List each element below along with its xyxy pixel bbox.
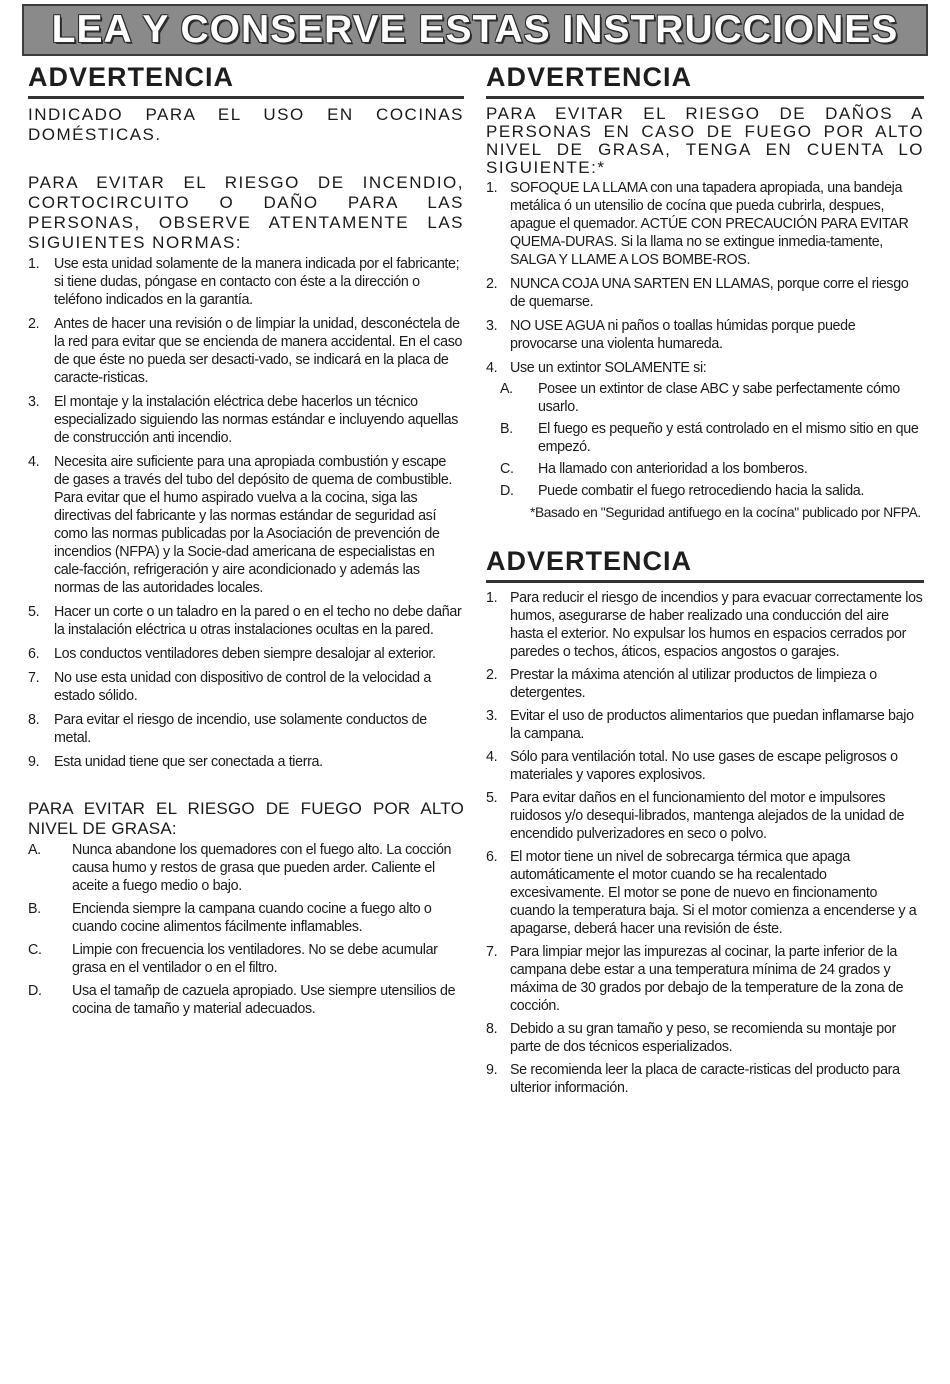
list-item — [500, 482, 924, 500]
item-text: Nunca abandone los quemadores con el fuego alto. La cocción causa humo y restos de grasa que pueden arder. Caliente el aceite a fuego medio o bajo. — [72, 842, 452, 894]
item-text: Para limpiar mejor las impurezas al cocinar, la parte inferior de la campana debe estar a una temperatura mínima de 24 grados y máxima de 30 grados por debajo de la temperature de la zona de cocción. — [510, 944, 904, 1014]
item-text: Para reducir el riesgo de incendios y para evacuar correctamente los humos, asegurarse de haber realizado una conducción del aire hasta el exterior. No expulsar los humos en espacios cerrados por paredes o techos, áticos, espacios angostos o garajes. — [510, 590, 923, 660]
item-number: 3. — [28, 394, 40, 410]
item-number: 4. — [486, 360, 498, 376]
list-item — [486, 789, 924, 843]
safety-rules-list — [28, 255, 464, 771]
item-number: 5. — [486, 790, 498, 806]
item-text: No use esta unidad con dispositivo de control de la velocidad a estado sólido. — [54, 670, 431, 704]
item-text: NO USE AGUA ni paños o toallas húmidas porque puede provocarse una violenta humareda. — [510, 318, 856, 352]
item-number: 9. — [28, 754, 40, 770]
item-text: NUNCA COJA UNA SARTEN EN LLAMAS, porque corre el riesgo de quemarse. — [510, 276, 909, 310]
grease-rules-list — [28, 841, 464, 1018]
item-text: Use esta unidad solamente de la manera indicada por el fabricante; si tiene dudas, póngase en contacto con éste a la dirección o teléfono indicados en la garantía. — [54, 256, 460, 308]
list-item — [28, 753, 464, 771]
item-number: 3. — [486, 708, 498, 724]
list-item — [486, 666, 924, 702]
right-warning-heading-2: ADVERTENCIA — [486, 544, 924, 583]
item-letter: A. — [28, 842, 41, 858]
spacer — [28, 145, 464, 173]
item-text: Sólo para ventilación total. No use gases de escape peligrosos o materiales y vapores explosivos. — [510, 749, 898, 783]
item-number: 4. — [486, 749, 498, 765]
list-item — [486, 275, 924, 311]
item-number: 1. — [486, 590, 498, 606]
item-number: 7. — [486, 944, 498, 960]
list-item — [28, 841, 464, 895]
item-text: Ha llamado con anterioridad a los bomberos. — [538, 461, 808, 477]
right-warning-heading: ADVERTENCIA — [486, 60, 924, 99]
item-text: Hacer un corte o un taladro en la pared o en el techo no debe dañar la instalación eléctrica u otras instalaciones ocultas en la pared. — [54, 604, 462, 638]
grease-risk-intro: PARA EVITAR EL RIESGO DE FUEGO POR ALTO NIVEL DE GRASA: — [28, 799, 464, 838]
item-text: Esta unidad tiene que ser conectada a tierra. — [54, 754, 323, 770]
item-text: Para evitar el riesgo de incendio, use solamente conductos de metal. — [54, 712, 427, 746]
item-text: El fuego es pequeño y está controlado en el mismo sitio en que empezó. — [538, 421, 919, 455]
item-letter: C. — [500, 461, 514, 477]
left-warning-heading: ADVERTENCIA — [28, 60, 464, 99]
item-text: Necesita aire suficiente para una apropiada combustión y escape de gases a través del tubo del depósito de quema de combustible. Para evitar que el humo aspirado vuelva a la cocina, siga las directivas del fabricante y las normas estándar de seguridad así como las normas publicadas por la Asociación de prevención de incendios (NFPA) y la Socie-dad americana de especialistas en cale-facción, refrigeración y aire acondicionado y además las normas de las autoridades locales. — [54, 454, 453, 596]
item-number: 2. — [486, 276, 498, 292]
item-text: El montaje y la instalación eléctrica debe hacerlos un técnico especializado siguiendo las normas estándar e incluyendo aquellas de construcción anti incendio. — [54, 394, 459, 446]
item-letter: A. — [500, 381, 513, 397]
item-number: 2. — [486, 667, 498, 683]
item-number: 1. — [486, 180, 498, 196]
item-text: Los conductos ventiladores deben siempre desalojar al exterior. — [54, 646, 436, 662]
item-text: Puede combatir el fuego retrocediendo hacia la salida. — [538, 483, 865, 499]
item-text: Encienda siempre la campana cuando cocine a fuego alto o cuando cocine alimentos fácilmente inflamables. — [72, 901, 432, 935]
item-text: Use un extintor SOLAMENTE si: — [510, 360, 707, 376]
general-warnings-list — [486, 589, 924, 1097]
list-item — [486, 707, 924, 743]
list-item — [28, 669, 464, 705]
list-item — [486, 943, 924, 1015]
fire-risk-intro: PARA EVITAR EL RIESGO DE INCENDIO, CORTOCIRCUITO O DAÑO PARA LAS PERSONAS, OBSERVE ATENTAMENTE LAS SIGUIENTES NORMAS: — [28, 173, 464, 252]
list-item — [28, 603, 464, 639]
item-number: 3. — [486, 318, 498, 334]
item-number: 7. — [28, 670, 40, 686]
list-item — [28, 711, 464, 747]
item-text: Limpie con frecuencia los ventiladores. No se debe acumular grasa en el ventilador o en el filtro. — [72, 942, 438, 976]
item-letter: D. — [28, 983, 42, 999]
list-item — [28, 255, 464, 309]
item-text: Evitar el uso de productos alimentarios que puedan inflamarse bajo la campana. — [510, 708, 914, 742]
item-letter: C. — [28, 942, 42, 958]
left-column — [28, 60, 464, 1023]
banner-title: LEA Y CONSERVE ESTAS INSTRUCCIONES — [51, 8, 899, 51]
list-item — [486, 589, 924, 661]
item-number: 9. — [486, 1062, 498, 1078]
list-item — [486, 848, 924, 938]
item-number: 1. — [28, 256, 40, 272]
item-number: 6. — [486, 849, 498, 865]
list-item — [486, 317, 924, 353]
list-item — [28, 645, 464, 663]
list-item — [28, 982, 464, 1018]
item-letter: D. — [500, 483, 514, 499]
list-item — [500, 460, 924, 478]
item-text: Para evitar daños en el funcionamiento del motor e impulsores ruidosos y/o desequi-librados, mantenga alejados de la unidad de encendido pulverizadores en seco o polvo. — [510, 790, 905, 842]
nfpa-footnote: *Basado en "Seguridad antifuego en la cocína" publicado por NFPA. — [530, 505, 921, 520]
item-text: El motor tiene un nivel de sobrecarga térmica que apaga automáticamente el motor cuando se ha recalentado excesivamente. El motor se pone de nuevo en fincionamento cuando la temperatura baja. Si el motor comienza a encenderse y a apagarse, deberá hacer una revisión de éste. — [510, 849, 917, 937]
list-item — [486, 1061, 924, 1097]
item-text: SOFOQUE LA LLAMA con una tapadera apropiada, una bandeja metálica ó un utensilio de cocína que pueda cubrirla, despues, apague el quemador. ACTÚE CON PRECAUCIÓN PARA EVITAR QUEMA-DURAS. Si la llama no se extingue inmedia-tamente, SALGA Y LLAME A LOS BOMBE-ROS. — [510, 180, 909, 268]
item-text: Se recomienda leer la placa de caracte-risticas del producto para ulterior información. — [510, 1062, 900, 1096]
item-number: 8. — [486, 1021, 498, 1037]
list-item — [28, 315, 464, 387]
item-number: 2. — [28, 316, 40, 332]
list-item — [28, 393, 464, 447]
extinguisher-conditions-list — [500, 380, 924, 500]
right-column — [486, 60, 924, 1102]
list-item — [486, 179, 924, 269]
list-item — [486, 748, 924, 784]
item-number: 8. — [28, 712, 40, 728]
fire-steps-list — [486, 179, 924, 377]
spacer — [28, 777, 464, 799]
item-text: Usa el tamañp de cazuela apropiado. Use siempre utensilios de cocina de tamaño y material adecuados. — [72, 983, 456, 1017]
item-number: 6. — [28, 646, 40, 662]
item-text: Prestar la máxima atención al utilizar productos de limpieza o detergentes. — [510, 667, 877, 701]
list-item — [28, 900, 464, 936]
list-item — [500, 420, 924, 456]
list-item — [486, 359, 924, 377]
right-intro: PARA EVITAR EL RIESGO DE DAÑOS A PERSONAS EN CASO DE FUEGO POR ALTO NIVEL DE GRASA, TENGA EN CUENTA LO SIGUIENTE:* — [486, 104, 924, 177]
item-text: Debido a su gran tamaño y peso, se recomienda su montaje por parte de dos técnicos esperializados. — [510, 1021, 896, 1055]
item-letter: B. — [500, 421, 513, 437]
list-item — [28, 941, 464, 977]
item-text: Antes de hacer una revisión o de limpiar la unidad, desconéctela de la red para evitar que se encienda de manera accidental. En el caso de que éste no pueda ser desacti-vado, se indicará en la placa de caracte-risticas. — [54, 316, 463, 386]
item-letter: B. — [28, 901, 41, 917]
item-text: Posee un extintor de clase ABC y sabe perfectamente cómo usarlo. — [538, 381, 900, 415]
item-number: 5. — [28, 604, 40, 620]
list-item — [500, 380, 924, 416]
left-intro: INDICADO PARA EL USO EN COCINAS DOMÉSTICAS. — [28, 105, 464, 144]
list-item — [28, 453, 464, 597]
instructions-banner — [22, 4, 928, 56]
list-item — [486, 1020, 924, 1056]
item-number: 4. — [28, 454, 40, 470]
